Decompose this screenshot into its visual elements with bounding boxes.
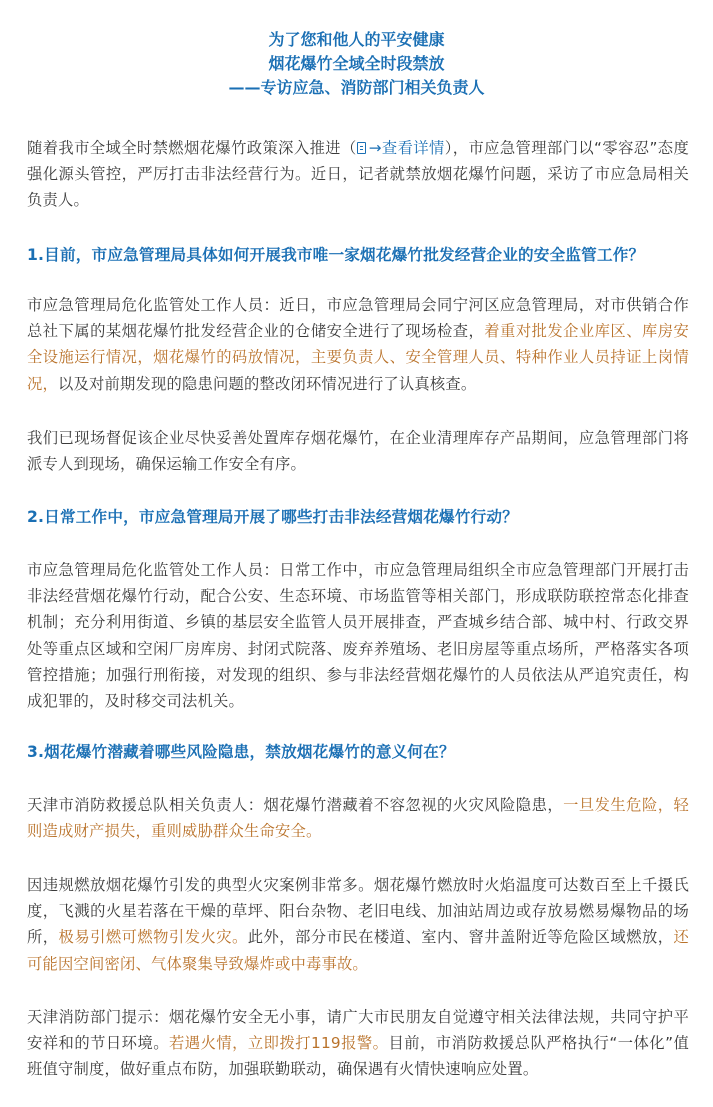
title-line-3: ——专访应急、消防部门相关负责人 xyxy=(228,78,485,97)
answer-1-paragraph-2: 我们已现场督促该企业尽快妥善处置库存烟花爆竹，在企业清理库存产品期间，应急管理部门将派专人到现场，确保运输工作安全有序。 xyxy=(27,429,689,474)
question-2: 2.日常工作中，市应急管理局开展了哪些打击非法经营烟花爆竹行动？ xyxy=(27,508,518,526)
highlight-text: 极易引燃可燃物引发火灾。 xyxy=(58,928,248,947)
highlight-text: 一旦发生危险，轻则造成财产损失，重则威胁群众生命安全。 xyxy=(27,796,689,841)
answer-3-paragraph-3: 天津消防部门提示：烟花爆竹安全无小事，请广大市民朋友自觉遵守相关法律法规，共同守护平安祥和的节日环境。若遇火情，立即拨打119报警。目前，市消防救援总队严格执行“一体化”值班值守制度，做好重点布防，加强联勤联动，确保遇有火情快速响应处置。 xyxy=(27,1008,689,1079)
answer-3-paragraph-1: 天津市消防救援总队相关负责人：烟花爆竹潜藏着不容忽视的火灾风险隐患，一旦发生危险，轻则造成财产损失，重则威胁群众生命安全。 xyxy=(27,796,689,841)
view-details-link[interactable]: →查看详情 xyxy=(357,139,445,157)
intro-paragraph: 随着我市全域全时禁燃烟花爆竹政策深入推进（ →查看详情），市应急管理部门以“零容忍”态度强化源头管控，严厉打击非法经营行为。近日，记者就禁放烟花爆竹问题，采访了市应急局相关负责人。 xyxy=(27,139,689,210)
highlight-text: 还可能因空间密闭、气体聚集导致爆炸或中毒事故。 xyxy=(27,928,689,973)
question-3: 3.烟花爆竹潜藏着哪些风险隐患，禁放烟花爆竹的意义何在？ xyxy=(27,743,455,761)
highlight-text: 着重对批发企业库区、库房安全设施运行情况，烟花爆竹的码放情况，主要负责人、安全管理人员、特种作业人员持证上岗情况， xyxy=(27,322,689,393)
title-line-2: 烟花爆竹全域全时段禁放 xyxy=(268,54,445,73)
document-icon xyxy=(357,142,366,154)
highlight-text: 若遇火情，立即拨打119报警。 xyxy=(169,1034,389,1053)
title-line-1: 为了您和他人的平安健康 xyxy=(268,30,445,49)
article-title xyxy=(0,28,713,100)
answer-3-paragraph-2: 因违规燃放烟花爆竹引发的典型火灾案例非常多。烟花爆竹燃放时火焰温度可达数百至上千摄氏度，飞溅的火星若落在干燥的草坪、阳台杂物、老旧电线、加油站周边或存放易燃易爆物品的场所，极易引燃可燃物引发火灾。此外，部分市民在楼道、室内、窨井盖附近等危险区域燃放，还可能因空间密闭、气体聚集导致爆炸或中毒事故。 xyxy=(27,876,689,973)
answer-2-paragraph-1: 市应急管理局危化监管处工作人员：日常工作中，市应急管理局组织全市应急管理部门开展打击非法经营烟花爆竹行动，配合公安、生态环境、市场监管等相关部门，形成联防联控常态化排查机制；充分利用街道、乡镇的基层安全监管人员开展排查，严查城乡结合部、城中村、行政交界处等重点区域和空闲厂房库房、封闭式院落、废弃养殖场、老旧房屋等重点场所，严格落实各项管控措施；加强行刑衔接，对发现的组织、参与非法经营烟花爆竹的人员依法从严追究责任，构成犯罪的，及时移交司法机关。 xyxy=(27,561,689,711)
answer-1-paragraph-1: 市应急管理局危化监管处工作人员：近日，市应急管理局会同宁河区应急管理局，对市供销合作总社下属的某烟花爆竹批发经营企业的仓储安全进行了现场检查，着重对批发企业库区、库房安全设施运行情况，烟花爆竹的码放情况，主要负责人、安全管理人员、特种作业人员持证上岗情况，以及对前期发现的隐患问题的整改闭环情况进行了认真核查。 xyxy=(27,296,689,393)
question-1: 1.目前，市应急管理局具体如何开展我市唯一家烟花爆竹批发经营企业的安全监管工作？ xyxy=(27,246,645,264)
